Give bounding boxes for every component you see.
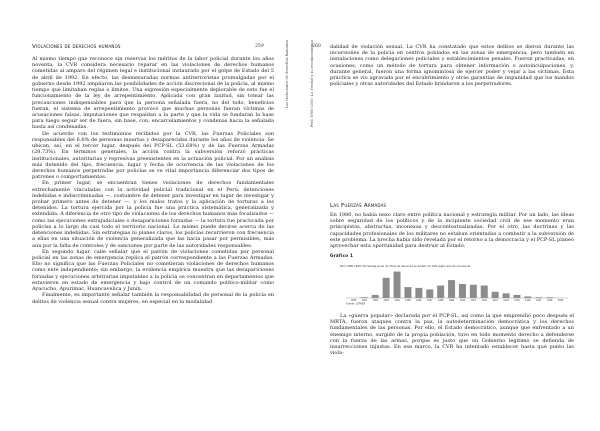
x-tick-label: 1991 bbox=[470, 299, 477, 303]
section-heading: Violaciones de derechos humanos bbox=[32, 44, 121, 50]
paragraph: En segundo lugar, cabe señalar que el patrón de violaciones cometidas por personal policial en las zonas de emergencia replica el patrón correspondiente a las Fuerzas Armadas. Ello no significa que las Fuerzas Policiales no cometieran violaciones de derechos humanos como ente independiente; sin embargo, la evidencia empírica muestra que las desapariciones forzadas y ejecuciones arbitrarias imputables a la policía se concentran en departamentos que estuvieron en estado de emergencia y bajo control de un comando político-militar como Ayacucho, Apurímac, Huancavelica y Junín. bbox=[32, 248, 274, 293]
x-tick-label: 1980 bbox=[350, 299, 357, 303]
x-tick-label: 1993 bbox=[492, 299, 498, 303]
x-tick-label: 1996 bbox=[525, 299, 531, 303]
chart-bar bbox=[361, 297, 368, 298]
paragraph: En 1980, no había nexo claro entre política nacional y estrategia militar. Por un lado, las ideas sobre seguridad de los políticos y de la incipiente sociedad civil de ese momento eran principistas, abstractas, inconexas y descontextualizadas. Por el otro, las doctrinas y las capacidades profesionales de los militares no estaban orientadas a combatir a la subversión de este problema. La brecha había sido revelada por el retorno a la democracia y el PCP-SL planeó aprovechar esta oportunidad para destruir al Estado. bbox=[330, 212, 574, 250]
page-number: 259 bbox=[255, 44, 264, 49]
x-tick-label: 1981 bbox=[361, 299, 368, 303]
paragraph: Finalmente, es importante señalar también la responsabilidad de personal de la policía en delitos de violencia sexual contra mujeres, en especial en la modalidad bbox=[32, 292, 274, 305]
chart-bar bbox=[404, 287, 411, 298]
x-tick-label: 1982 bbox=[372, 299, 379, 303]
chart-bar bbox=[437, 286, 444, 298]
x-tick-label: 1999 bbox=[557, 299, 564, 303]
body-text-bottom bbox=[330, 313, 574, 357]
x-tick-label: 1994 bbox=[503, 299, 509, 303]
chart-bar bbox=[383, 278, 390, 298]
x-tick-label: 1984 bbox=[394, 299, 400, 303]
x-tick-label: 1995 bbox=[514, 299, 520, 303]
chart-bar bbox=[448, 280, 455, 298]
right-page bbox=[300, 0, 600, 431]
chart-bar bbox=[503, 293, 510, 298]
chart-title: Perú 1980-1999: Porcentaje anual de cifras de denuncia en ámbito de CVR según año de ocurrencia bbox=[340, 265, 471, 268]
chart-bar bbox=[426, 289, 433, 298]
x-tick-label: 1985 bbox=[405, 299, 411, 303]
x-tick-label: 1989 bbox=[448, 299, 455, 303]
bar-chart-svg bbox=[336, 262, 576, 306]
chart-bar bbox=[535, 297, 542, 298]
chart-bar bbox=[415, 288, 422, 298]
chart-bar bbox=[372, 295, 379, 298]
x-tick-label: 1983 bbox=[383, 299, 389, 303]
paragraph: De acuerdo con los testimonios recibidos por la CVR, las Fuerzas Policiales son responsables del 6.6% de personas muertas y desaparecidas durante los años de violencia. Se ubican, así, en el tercer lugar, después del PCP-SL (53.68%) y de las Fuerzas Armadas (28.73%). En términos generales, la acción contra la subversión reforzó prácticas institucionales, autoritarias y represivas preexistentes en la actuación policial. Por un análisis más detenido del tipo, frecuencia, lugar y fecha de ocurrencia de las violaciones de los derechos humanos perpetradas por policías se ve vital importancia diferenciar dos tipos de patrones o comportamientos. bbox=[32, 130, 274, 181]
x-tick-label: 1986 bbox=[416, 299, 422, 303]
x-tick-label: 1997 bbox=[535, 299, 542, 303]
running-head: Las violaciones de derechos humanos bbox=[285, 40, 289, 109]
paragraph: dalidad de violación sexual. La CVR ha constatado que estos delitos se dieron durante las incursiones de la policía en centros poblados en las zonas de emergencia, pero también en instalaciones como delegaciones policiales y establecimientos penales. Fueron practicadas, en ocasiones, como un método de tortura para obtener información o autoinculpaciones, y, durante general, fueron una forma ignominiosa de ejercer poder y vejar a las víctimas. Esta práctica se vio agravada por el encubrimiento y otras garantías de impunidad que los mandos policiales y otras autoridades del Estado brindaron a los perpetradores. bbox=[330, 44, 574, 88]
x-tick-label: 1998 bbox=[546, 299, 553, 303]
running-head: Perú 1980-2000: La Verdad y su reconocimiento bbox=[310, 40, 314, 128]
x-tick-label: 1988 bbox=[437, 299, 444, 303]
paragraph: En primer lugar, se encuentran tienes violaciones de derechos fundamentales estrechamente vinculadas con la actividad policial tradicional en el Perú: detenciones indebidas e indiscriminadas —, costumbre de detener para investigar en lugar de investigar y probar primero antes de detener —, y los malos tratos y la aplicación de torturas a los detenidos. La tortura ejercida por la policía fue una práctica sistemática, generalizada y extendida. A diferencia de otro tipo de violaciones de los derechos humanos más focalizados — como las ejecuciones extrajudiciales o desapariciones forzadas — la tortura fue practicada por policías a lo largo de casi todo el territorio nacional. Lo mismo puede decirse acerca de las detenciones indebidas. Sin estrategias ni planes claros, los policías recurrieron con frecuencia a ellas en una situación de violencia generalizada que las hacía pasar por permisibles, más aún por la falta de controles y de sanciones por parte de las autoridades responsables. bbox=[32, 180, 274, 249]
chart-bar bbox=[394, 272, 401, 298]
section-heading: Las Fuerzas Armadas bbox=[330, 203, 387, 209]
body-text bbox=[32, 56, 274, 305]
body-text-top bbox=[330, 44, 574, 88]
x-tick-label: 1987 bbox=[426, 299, 433, 303]
paragraph: La «guerra popular» declarada por el PCP-SL, así como la que emprendió poco después el MRTA, fueron ataques contra la paz, la autodeterminación democrática y los derechos fundamentales de las personas. Por ello, el Estado democrático, aunque que enfrentado a un enemigo interno, surgido de la propia población, tuvo en todo momento derecho a defenderse con la fuerza de las armas, porque es justo que un Gobierno legítimo se defienda de insurrecciones injustas. En ese marco, la CVR ha intentado establecer hasta qué punto las viola- bbox=[330, 313, 574, 357]
chart-label: Gráfico 1 bbox=[330, 253, 354, 258]
x-tick-label: 1992 bbox=[481, 299, 488, 303]
x-tick-label: 1990 bbox=[459, 299, 466, 303]
chart-bar bbox=[481, 286, 488, 298]
chart-bar bbox=[492, 292, 499, 298]
page-number: 260 bbox=[312, 44, 321, 49]
bar-chart bbox=[336, 262, 576, 306]
chart-bar bbox=[470, 285, 477, 298]
paragraph: Al mismo tiempo que reconoce sin reservas los méritos de la labor policial durante los años noventa, la CVR considera necesario reparar en las violaciones de derechos humanos cometidas al amparo del régimen legal e institucional instaurado por el golpe de Estado del 5 de abril de 1992. En efecto, las desmesuradas normas antiterroristas promulgadas por el gobierno desde 1992 ampliaron las posibilidades de acción discrecional de la policía, al mismo tiempo que limitaban reglas o límites. Una expresión especialmente deplorable de esto fue el funcionamiento de la ley de arrepentimiento. Aplicada con gran laxitud, sin tomar las precauciones indispensables para que la persona señalada fuera, no del todo, beneficios fueran, el sistema de arrepentimiento provocó que muchas personas fueran víctimas de acusaciones falsas, imputaciones que respaldan a la parte y que la vida se fundaran la base para luego seguir ser de fuera, sin base, con, encarcelamientos y condenas hacia la señalada hasta así condenadas. bbox=[32, 56, 274, 131]
body-text-section bbox=[330, 212, 574, 249]
chart-source: Fuente: CEPRBA bbox=[346, 302, 366, 306]
chart-bar bbox=[524, 296, 531, 298]
chart-bar bbox=[459, 284, 466, 298]
chart-bar bbox=[513, 295, 520, 298]
chart-bar bbox=[546, 297, 553, 298]
